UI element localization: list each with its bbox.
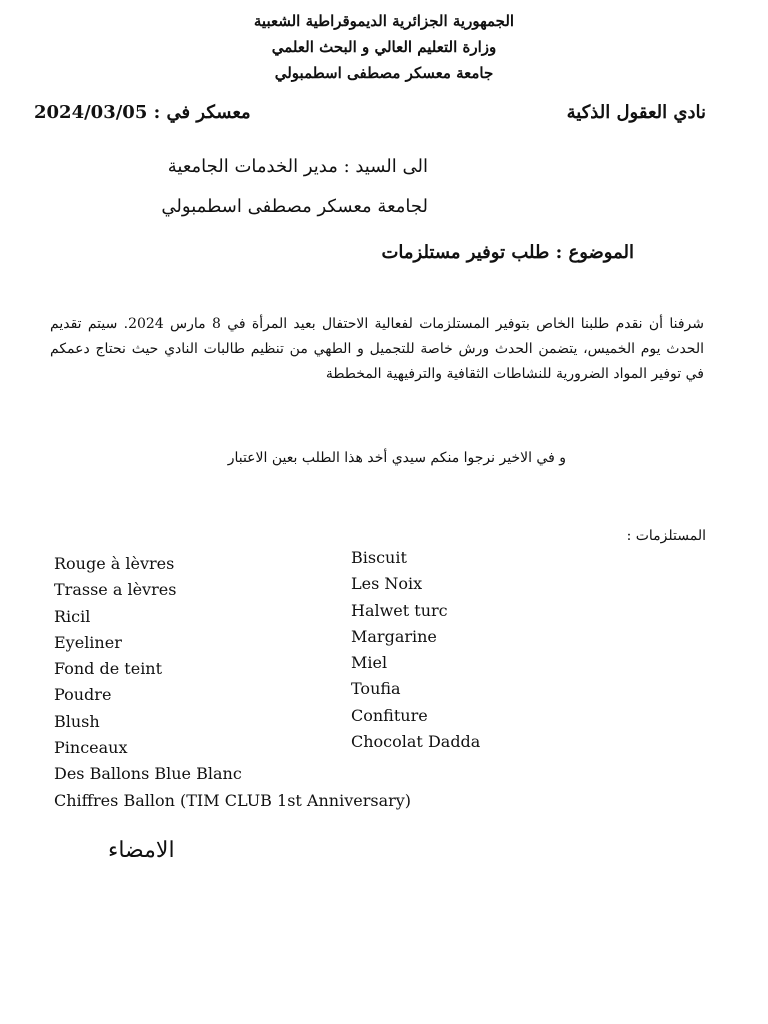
header-university: جامعة معسكر مصطفى اسطمبولي xyxy=(274,64,494,82)
list-item: Confiture xyxy=(351,705,428,725)
list-item: Blush xyxy=(54,711,100,731)
body-paragraph: شرفنا أن نقدم طلبنا الخاص بتوفير المستلزمات لفعالية الاحتفال بعيد المرأة في 8 مارس 2024. سيتم تقديم الحدث يوم الخميس، يتضمن الحدث ورش خاصة للتجميل و الطهي من تنظيم طالبات النادي حيث نحتاج دعمكم في توفير المواد الضرورية للنشاطات الثقافية والترفيهية المخططة xyxy=(50,316,705,382)
list-item: Pinceaux xyxy=(54,738,128,758)
header-ministry: وزارة التعليم العالي و البحث العلمي xyxy=(271,38,497,56)
list-item: Biscuit xyxy=(351,548,407,567)
closing-line: و في الاخير نرجوا منكم سيدي أخد هذا الطلب بعين الاعتبار xyxy=(227,450,566,466)
list-item: Toufia xyxy=(351,679,401,699)
list-item: Halwet turc xyxy=(351,600,448,620)
subject-line: الموضوع : طلب توفير مستلزمات xyxy=(381,242,634,263)
list-item: Chiffres Ballon (TIM CLUB 1st Anniversary) xyxy=(54,790,412,810)
list-item: Miel xyxy=(351,653,388,673)
place-and-date: معسكر في : 2024/03/05 xyxy=(34,102,251,123)
list-item: Les Noix xyxy=(351,574,423,594)
supplies-list-food xyxy=(351,545,480,755)
list-item: Des Ballons Blue Blanc xyxy=(54,764,242,784)
list-item: Trasse a lèvres xyxy=(54,580,177,600)
list-item: Fond de teint xyxy=(54,659,163,679)
header-republic: الجمهورية الجزائرية الديموقراطية الشعبية xyxy=(253,12,515,30)
recipient-title: الى السيد : مدير الخدمات الجامعية xyxy=(167,156,428,177)
list-item: Eyeliner xyxy=(54,632,122,652)
list-item: Margarine xyxy=(351,626,437,646)
list-item: Poudre xyxy=(54,685,112,705)
list-item: Rouge à lèvres xyxy=(54,554,175,573)
list-item: Chocolat Dadda xyxy=(351,732,481,752)
club-name: نادي العقول الذكية xyxy=(566,102,706,123)
recipient-institution: لجامعة معسكر مصطفى اسطمبولي xyxy=(161,196,428,217)
signature-label: الامضاء xyxy=(108,838,175,863)
supplies-heading: المستلزمات : xyxy=(626,528,706,544)
list-item: Ricil xyxy=(54,606,91,626)
